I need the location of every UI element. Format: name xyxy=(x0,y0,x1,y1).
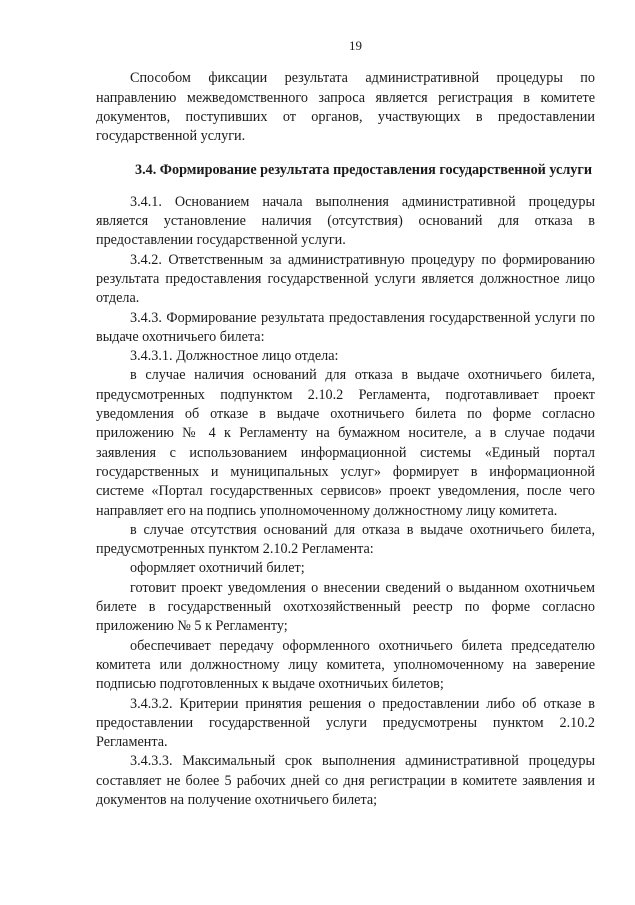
page-number: 19 xyxy=(349,38,362,53)
paragraph-transfer-ticket: обеспечивает передачу оформленного охотничьего билета председателю комитета или должностному лицу комитета, уполномоченному на заверение подписью подготовленных к выдаче охотничьих билетов; xyxy=(96,637,595,693)
paragraph-prepare-notice: готовит проект уведомления о внесении сведений о выданном охотничьем билете в государственный охотхозяйственный реестр по форме согласно приложению № 5 к Регламенту; xyxy=(96,579,595,635)
paragraph-3-4-2: 3.4.2. Ответственным за административную процедуру по формированию результата предоставления государственной услуги является должностное лицо отдела. xyxy=(96,251,595,307)
paragraph-3-4-3-3: 3.4.3.3. Максимальный срок выполнения административной процедуры составляет не более 5 рабочих дней со дня регистрации в комитете заявления и документов на получение охотничьего билета; xyxy=(96,753,595,808)
paragraph-no-refusal-case: в случае отсутствия оснований для отказа в выдаче охотничьего билета, предусмотренных пунктом 2.10.2 Регламента: xyxy=(96,521,595,558)
paragraph-3-4-3: 3.4.3. Формирование результата предоставления государственной услуги по выдаче охотничьего билета: xyxy=(96,309,595,345)
paragraph-refusal-case: в случае наличия оснований для отказа в выдаче охотничьего билета, предусмотренных подпунктом 2.10.2 Регламента, подготавливает проект уведомления об отказе в выдаче охотничьего билета по форме согласно приложению № 4 к Регламенту на бумажном носителе, а в случае подачи заявления с использованием информационной системы «Единый портал государственных и муниципальных услуг» формирует в информационной системе «Портал государственных сервисов» проект уведомления, после чего направляет его на подпись уполномоченному должностному лицу комитета. xyxy=(96,367,595,519)
intro-paragraph: Способом фиксации результата административной процедуры по направлению межведомственного запроса является регистрация в комитете документов, поступивших от органов, участвующих в предоставлении государственной услуги. xyxy=(96,70,595,145)
paragraph-3-4-3-1: 3.4.3.1. Должностное лицо отдела: xyxy=(130,348,339,365)
paragraph-3-4-3-2: 3.4.3.2. Критерии принятия решения о предоставлении либо об отказе в предоставлении государственной услуги предусмотрены пунктом 2.10.2 Регламента. xyxy=(96,695,595,751)
paragraph-issue-ticket: оформляет охотничий билет; xyxy=(130,560,305,577)
paragraph-3-4-1: 3.4.1. Основанием начала выполнения административной процедуры является установление наличия (отсутствия) оснований для отказа в предоставлении государственной услуги. xyxy=(96,193,595,249)
section-heading: 3.4. Формирование результата предоставления государственной услуги xyxy=(134,162,593,179)
